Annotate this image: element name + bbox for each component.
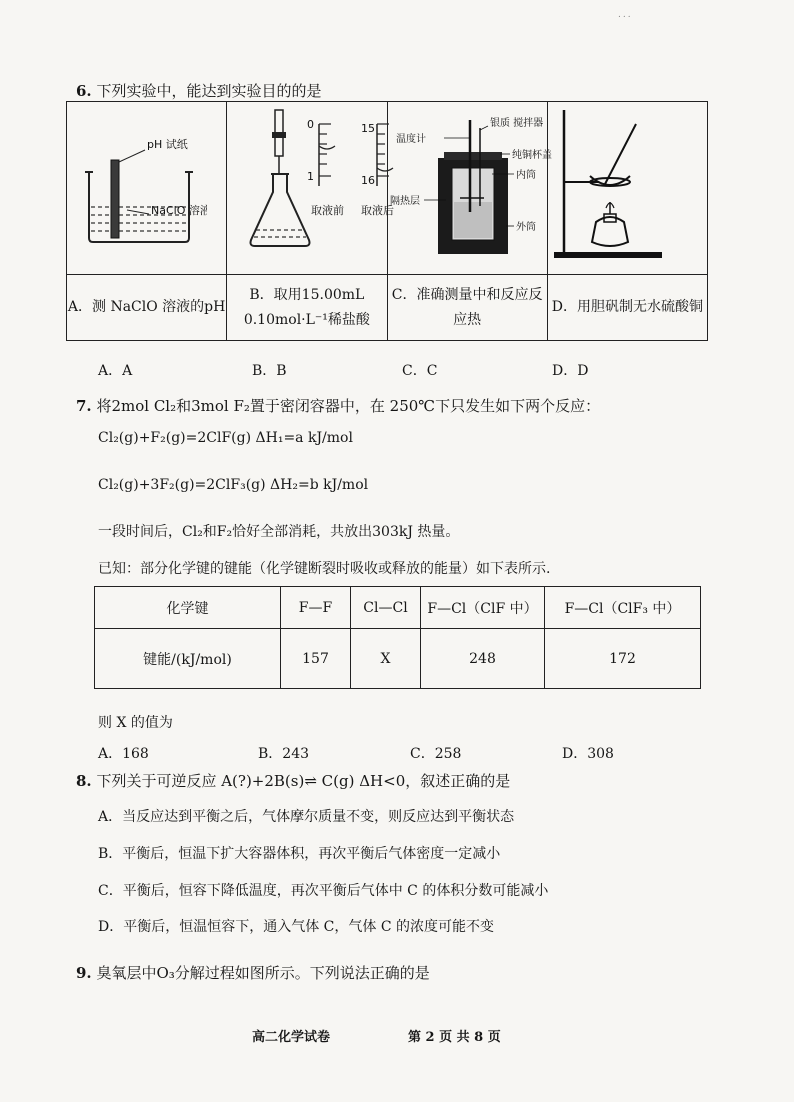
before-label: 取液前 <box>311 204 345 217</box>
scale-before-top: 0 <box>307 118 315 131</box>
bond-header-fcl-clf: F—Cl（ClF 中） <box>421 587 545 629</box>
q7-ask: 则 X 的值为 <box>98 715 173 731</box>
insulation-label: 隔热层 <box>389 196 420 207</box>
figure-c-calorimeter-diagram <box>388 102 560 270</box>
scale-after-top: 15 <box>361 122 376 135</box>
lid-label: 纯铜杯盖 <box>511 150 552 161</box>
bond-energy-ff: 157 <box>281 629 351 689</box>
q8-number: 8. <box>76 772 92 790</box>
q7-equation-2: Cl₂(g)+3F₂(g)=2ClF₃(g) ΔH₂=b kJ/mol <box>98 477 369 493</box>
bond-energy-fcl-clf3: 172 <box>545 629 701 689</box>
figure-c-cell <box>387 102 552 275</box>
bond-header-ff: F—F <box>281 587 351 629</box>
caption-c <box>387 275 547 341</box>
inner-label: 内筒 <box>515 170 536 181</box>
q7-number: 7. <box>76 397 92 415</box>
figure-a-beaker-diagram <box>67 102 207 270</box>
q7-equation-1: Cl₂(g)+F₂(g)=2ClF(g) ΔH₁=a kJ/mol <box>98 430 353 446</box>
q6-number: 6. <box>76 82 92 100</box>
bond-header-clcl: Cl—Cl <box>351 587 421 629</box>
header-mark: ... <box>618 10 633 20</box>
q7-known: 已知：部分化学键的键能（化学键断裂时吸收或释放的能量）如下表所示. <box>98 561 551 577</box>
bond-header-name: 化学键 <box>95 587 281 629</box>
thermometer-label: 温度计 <box>395 134 426 145</box>
caption-b <box>227 275 387 341</box>
scale-after-bottom: 16 <box>361 174 376 187</box>
q7-option-c[interactable]: C．258 <box>410 746 462 762</box>
q7-condition: 一段时间后，Cl₂和F₂恰好全部消耗，共放出303kJ 热量。 <box>98 524 460 540</box>
q8-option-c[interactable]: C．平衡后，恒容下降低温度，再次平衡后气体中 C 的体积分数可能减小 <box>98 883 549 899</box>
scale-before-bottom: 1 <box>307 170 315 183</box>
bond-energy-table <box>94 586 701 689</box>
q7-stem <box>76 395 600 416</box>
q7-option-d[interactable]: D．308 <box>562 746 614 762</box>
after-label: 取液后 <box>361 204 395 217</box>
q8-option-d[interactable]: D．平衡后，恒温恒容下，通入气体 C，气体 C 的浓度可能不变 <box>98 919 494 935</box>
q7-option-b[interactable]: B．243 <box>258 746 310 762</box>
bond-energy-label: 键能/(kJ/mol) <box>95 629 281 689</box>
q6-stem-text: 下列实验中，能达到实验目的的是 <box>96 82 322 100</box>
q9-number: 9. <box>76 964 92 982</box>
q8-option-b[interactable]: B．平衡后，恒温下扩大容器体积，再次平衡后气体密度一定减小 <box>98 846 501 862</box>
caption-c-text: C．准确测量中和反应反应热 <box>391 286 543 328</box>
figure-b-cell <box>227 102 395 275</box>
caption-b-text: B．取用15.00mL 0.10mol·L⁻¹稀盐酸 <box>243 286 370 328</box>
q7-option-a[interactable]: A．168 <box>98 746 149 762</box>
caption-d <box>547 275 707 341</box>
stirrer-label: 银质 搅拌器 <box>489 118 543 129</box>
q8-stem-text: 下列关于可逆反应 A(?)+2B(s)⇌ C(g) ΔH<0，叙述正确的是 <box>96 772 511 790</box>
q7-stem-text: 将2mol Cl₂和3mol F₂置于密闭容器中，在 250℃下只发生如下两个反应： <box>96 397 601 415</box>
q9-stem-text: 臭氧层中O₃分解过程如图所示。下列说法正确的是 <box>96 964 430 982</box>
q6-option-b[interactable]: B．B <box>252 363 287 379</box>
q6-option-d[interactable]: D．D <box>552 363 589 379</box>
bond-energy-clcl: X <box>351 629 421 689</box>
ph-paper-label: pH 试纸 <box>147 138 188 151</box>
q8-option-a[interactable]: A．当反应达到平衡之后，气体摩尔质量不变，则反应达到平衡状态 <box>98 809 515 825</box>
q6-option-c[interactable]: C．C <box>402 363 438 379</box>
footer-page: 第 2 页 共 8 页 <box>408 1030 501 1045</box>
q6-stem <box>76 80 321 101</box>
bond-header-fcl-clf3: F—Cl（ClF₃ 中） <box>545 587 701 629</box>
figure-d-cell <box>547 102 707 275</box>
q8-stem <box>76 770 510 791</box>
q6-experiment-table <box>66 101 708 341</box>
outer-label: 外筒 <box>515 222 536 233</box>
naclo-label: NaClO 溶液 <box>151 204 207 217</box>
caption-a-text: A．测 NaClO 溶液的pH <box>67 299 226 315</box>
figure-a-cell <box>67 102 227 275</box>
q9-stem <box>76 962 430 983</box>
figure-d-evaporation-diagram <box>548 102 672 270</box>
footer-title: 高二化学试卷 <box>252 1030 331 1045</box>
bond-energy-fcl-clf: 248 <box>421 629 545 689</box>
caption-a <box>67 275 227 341</box>
caption-d-text: D．用胆矾制无水硫酸铜 <box>551 299 703 315</box>
q6-option-a[interactable]: A．A <box>98 363 133 379</box>
